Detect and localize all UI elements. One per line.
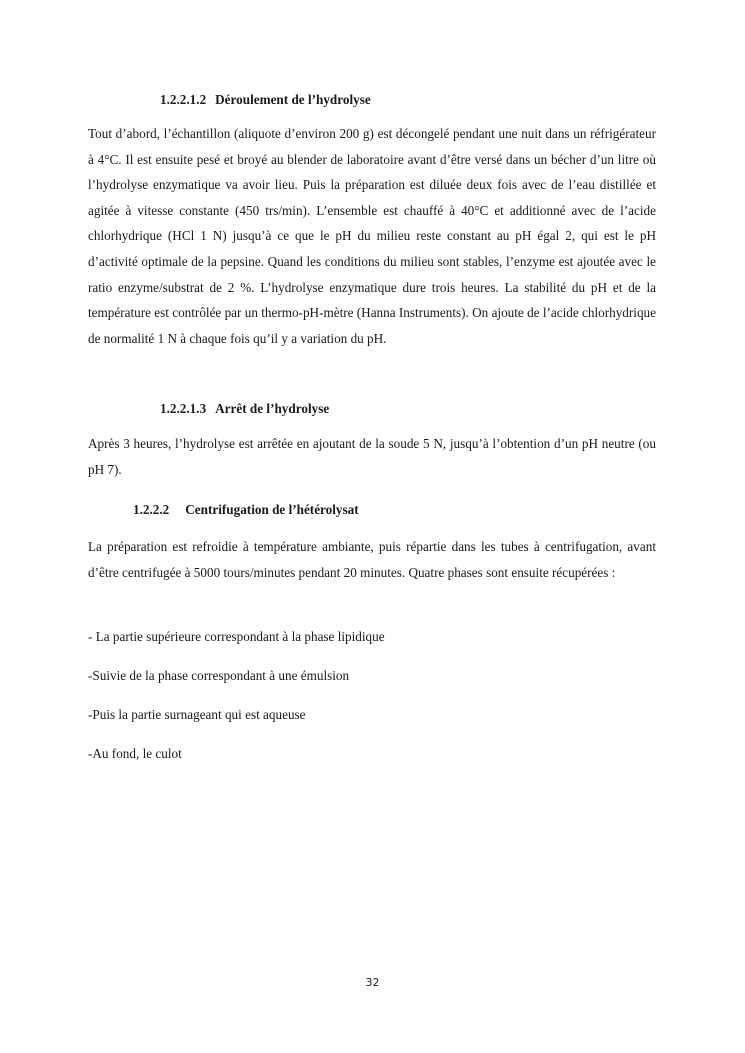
heading-title: Arrêt de l’hydrolyse (215, 401, 330, 416)
list-item-phase-lipidique: - La partie supérieure correspondant à la phase lipidique (88, 629, 385, 644)
list-item-culot: -Au fond, le culot (88, 746, 182, 761)
section-heading-arret (160, 401, 329, 417)
section-heading-deroulement (160, 92, 371, 108)
paragraph-arret: Après 3 heures, l’hydrolyse est arrêtée en ajoutant de la soude 5 N, jusqu’à l’obtention d’un pH neutre (ou pH 7). (88, 436, 656, 477)
section-heading-centrifugation (133, 502, 359, 518)
heading-number: 1.2.2.1.3 (160, 401, 207, 416)
heading-number: 1.2.2.2 (133, 502, 170, 517)
heading-number: 1.2.2.1.2 (160, 92, 207, 107)
list-item-emulsion: -Suivie de la phase correspondant à une émulsion (88, 668, 350, 683)
list-item-surnageant: -Puis la partie surnageant qui est aqueuse (88, 707, 306, 722)
paragraph-centrifugation: La préparation est refroidie à température ambiante, puis répartie dans les tubes à centrifugation, avant d’être centrifugée à 5000 tours/minutes pendant 20 minutes. Quatre phases sont ensuite récupérées : (88, 539, 656, 580)
paragraph-deroulement: Tout d’abord, l’échantillon (aliquote d’environ 200 g) est décongelé pendant une nuit dans un réfrigérateur à 4°C. Il est ensuite pesé et broyé au blender de laboratoire avant d’être versé dans un bécher d’un litre où l’hydrolyse enzymatique va avoir lieu. Puis la préparation est diluée deux fois avec de l’eau distillée et agitée à vitesse constante (450 trs/min). L’ensemble est chauffé à 40°C et additionné avec de l’acide chlorhydrique (HCl 1 N) jusqu’à ce que le pH du milieu reste constant au pH égal 2, qui est le pH d’activité optimale de la pepsine. Quand les conditions du milieu sont stables, l’enzyme est ajoutée avec le ratio enzyme/substrat de 2 %. L’hydrolyse enzymatique dure trois heures. La stabilité du pH et de la température est contrôlée par un thermo-pH-mètre (Hanna Instruments). On ajoute de l’acide chlorhydrique de normalité 1 N à chaque fois qu’il y a variation du pH. (88, 126, 656, 346)
page-number: 32 (365, 976, 380, 989)
heading-title: Déroulement de l’hydrolyse (215, 92, 371, 107)
heading-title: Centrifugation de l’hétérolysat (185, 502, 359, 517)
